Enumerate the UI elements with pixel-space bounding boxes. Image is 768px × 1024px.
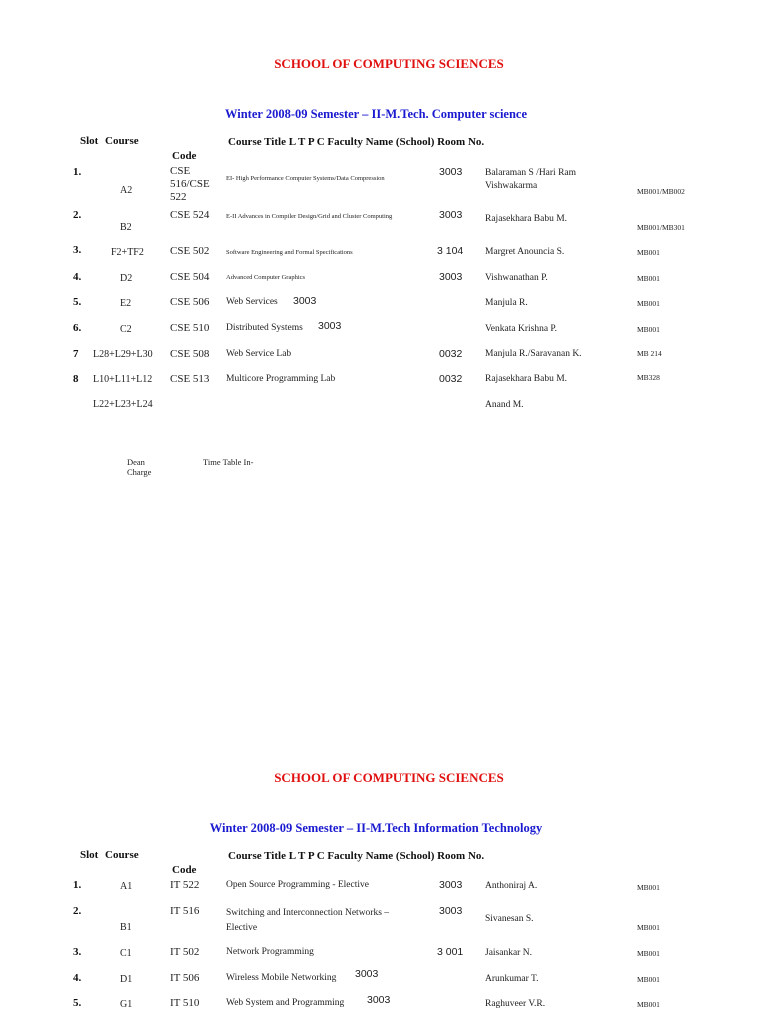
faculty-cell: Margret Anouncia S. xyxy=(485,247,565,257)
room-cell: MB001 xyxy=(637,975,660,984)
slot-cell: B2 xyxy=(120,222,132,233)
faculty-cell: Arunkumar T. xyxy=(485,974,539,984)
course-code-cell: IT 522 xyxy=(170,879,200,891)
row-number: 1. xyxy=(73,879,82,891)
room-cell: MB001/MB002 xyxy=(637,187,685,196)
header-slot: Slot xyxy=(80,849,99,861)
slot-cell: C2 xyxy=(120,324,132,335)
ltpc-cell: 3003 xyxy=(439,166,463,178)
room-cell: MB328 xyxy=(637,373,660,382)
header-slot: Slot xyxy=(80,135,99,147)
header-code: Code xyxy=(172,150,197,162)
faculty-cell: Sivanesan S. xyxy=(485,914,534,924)
row-number: 8 xyxy=(73,373,79,385)
faculty-cell: Manjula R. xyxy=(485,298,528,308)
course-title-cell: Web System and Programming xyxy=(226,998,345,1008)
course-title-cell: Switching and Interconnection Networks – Elective xyxy=(226,908,390,933)
course-code-cell: CSE 508 xyxy=(170,348,210,360)
slot-cell: C1 xyxy=(120,948,132,959)
faculty-cell: Raghuveer V.R. xyxy=(485,999,546,1009)
course-title-cell: Web Service Lab xyxy=(226,349,292,359)
faculty-cell: Jaisankar N. xyxy=(485,948,532,958)
page-2-subtitle: Winter 2008-09 Semester – II-M.Tech Information Technology xyxy=(209,821,543,835)
ltpc-cell: 3003 xyxy=(439,879,463,891)
faculty-cell: Anthoniraj A. xyxy=(485,881,538,891)
faculty-cell: Vishwanathan P. xyxy=(485,273,548,283)
slot-cell: L28+L29+L30 xyxy=(93,349,153,360)
faculty-cell: Venkata Krishna P. xyxy=(485,324,558,334)
row-number: 4. xyxy=(73,972,82,984)
slot-cell: B1 xyxy=(120,922,132,933)
page-1-title: SCHOOL OF COMPUTING SCIENCES xyxy=(274,56,504,71)
room-cell: MB 214 xyxy=(637,349,662,358)
ltpc-cell: 3003 xyxy=(355,968,379,980)
ltpc-cell: 3003 xyxy=(439,905,463,917)
row-number: 2. xyxy=(73,905,82,917)
course-code-cell: IT 510 xyxy=(170,997,200,1009)
slot-cell: E2 xyxy=(120,298,132,309)
dean-signature-label: Dean Charge xyxy=(127,457,152,477)
page-1-subtitle: Winter 2008-09 Semester – II-M.Tech. Computer science xyxy=(224,107,528,121)
header-course: Course xyxy=(105,849,139,861)
course-code-cell: CSE 510 xyxy=(170,322,210,334)
ltpc-cell: 3 104 xyxy=(437,245,464,257)
course-title-cell: Wireless Mobile Networking xyxy=(226,973,337,983)
course-title-cell: Open Source Programming - Elective xyxy=(226,880,369,890)
header-code: Code xyxy=(172,864,197,876)
slot-cell: F2+TF2 xyxy=(111,247,144,258)
faculty-cell: Balaraman S /Hari Ram Vishwakarma xyxy=(485,168,577,191)
course-title-cell: Network Programming xyxy=(226,947,314,957)
course-code-cell: CSE 524 xyxy=(170,209,210,221)
room-cell: MB001 xyxy=(637,274,660,283)
course-code-cell: CSE 516/CSE 522 xyxy=(170,165,210,203)
row-number: 5. xyxy=(73,296,82,308)
course-code-cell: IT 502 xyxy=(170,946,200,958)
course-title-cell: Multicore Programming Lab xyxy=(226,374,336,384)
course-code-cell: CSE 513 xyxy=(170,373,210,385)
row-number: 3. xyxy=(73,946,82,958)
row-number: 2. xyxy=(73,209,82,221)
course-title-cell: Distributed Systems xyxy=(226,323,303,333)
course-title-cell: Advanced Computer Graphics xyxy=(226,274,306,281)
timetable-incharge-label: Time Table In- xyxy=(203,457,254,467)
header-columns: Course Title L T P C Faculty Name (School) Room No. xyxy=(228,850,485,862)
faculty-cell: Rajasekhara Babu M. xyxy=(485,214,568,224)
ltpc-cell: 3003 xyxy=(439,271,463,283)
ltpc-cell: 3003 xyxy=(367,994,391,1006)
course-title-cell: E-II Advances in Compiler Design/Grid and Cluster Computing xyxy=(226,213,393,220)
extra-slot: L22+L23+L24 xyxy=(93,399,153,410)
row-number: 1. xyxy=(73,166,82,178)
ltpc-cell: 0032 xyxy=(439,373,463,385)
room-cell: MB001 xyxy=(637,923,660,932)
room-cell: MB001 xyxy=(637,949,660,958)
ltpc-cell: 0032 xyxy=(439,348,463,360)
header-course: Course xyxy=(105,135,139,147)
slot-cell: A1 xyxy=(120,881,133,892)
room-cell: MB001 xyxy=(637,883,660,892)
slot-cell: D2 xyxy=(120,273,133,284)
room-cell: MB001 xyxy=(637,248,660,257)
room-cell: MB001 xyxy=(637,1000,660,1009)
ltpc-cell: 3 001 xyxy=(437,946,464,958)
slot-cell: L10+L11+L12 xyxy=(93,374,153,385)
faculty-cell: Rajasekhara Babu M. xyxy=(485,374,568,384)
slot-cell: G1 xyxy=(120,999,133,1010)
course-title-cell: Software Engineering and Formal Specifications xyxy=(226,249,353,256)
ltpc-cell: 3003 xyxy=(318,320,342,332)
page-2-title: SCHOOL OF COMPUTING SCIENCES xyxy=(274,770,504,785)
room-cell: MB001 xyxy=(637,299,660,308)
slot-cell: A2 xyxy=(120,185,133,196)
course-code-cell: IT 506 xyxy=(170,972,200,984)
course-code-cell: IT 516 xyxy=(170,905,200,917)
course-title-cell: EI- High Performance Computer Systems/Data Compression xyxy=(226,175,385,182)
course-code-cell: CSE 502 xyxy=(170,245,210,257)
room-cell: MB001 xyxy=(637,325,660,334)
row-number: 4. xyxy=(73,271,82,283)
course-code-cell: CSE 504 xyxy=(170,271,210,283)
header-columns: Course Title L T P C Faculty Name (School) Room No. xyxy=(228,136,485,148)
row-number: 3. xyxy=(73,244,82,256)
ltpc-cell: 3003 xyxy=(293,295,317,307)
row-number: 6. xyxy=(73,322,82,334)
room-cell: MB001/MB301 xyxy=(637,223,685,232)
extra-faculty: Anand M. xyxy=(485,400,524,410)
row-number: 7 xyxy=(73,348,79,360)
course-title-cell: Web Services xyxy=(226,297,278,307)
row-number: 5. xyxy=(73,997,82,1009)
faculty-cell: Manjula R./Saravanan K. xyxy=(485,349,582,359)
course-code-cell: CSE 506 xyxy=(170,296,210,308)
slot-cell: D1 xyxy=(120,974,133,985)
ltpc-cell: 3003 xyxy=(439,209,463,221)
